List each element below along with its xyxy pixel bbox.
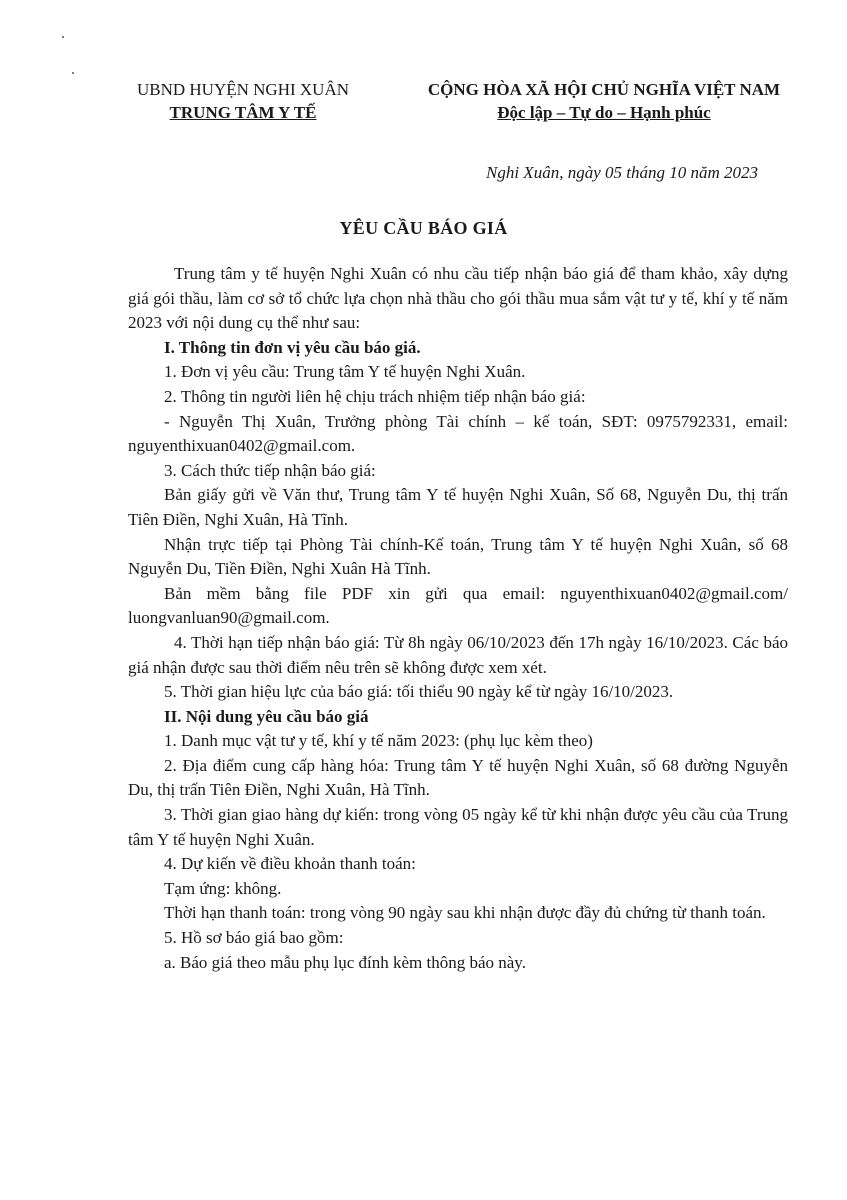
section1-item2: 2. Thông tin người liên hệ chịu trách nhiệm tiếp nhận báo giá: bbox=[164, 386, 586, 406]
scan-speck bbox=[72, 72, 74, 74]
motto: Độc lập – Tự do – Hạnh phúc bbox=[497, 103, 711, 122]
section2-item3: 3. Thời gian giao hàng dự kiến: trong vòng 05 ngày kể từ khi nhận được yêu cầu của Trung tâm Y tế huyện Nghi Xuân. bbox=[128, 805, 788, 849]
scan-speck bbox=[62, 36, 64, 38]
section2-item1: 1. Danh mục vật tư y tế, khí y tế năm 2023: (phụ lục kèm theo) bbox=[164, 731, 593, 751]
section2-heading: II. Nội dung yêu cầu báo giá bbox=[164, 706, 369, 726]
section1-item1: 1. Đơn vị yêu cầu: Trung tâm Y tế huyện Nghi Xuân. bbox=[164, 362, 526, 382]
place-date: Nghi Xuân, ngày 05 tháng 10 năm 2023 bbox=[486, 163, 758, 182]
section2-item5: 5. Hồ sơ báo giá bao gồm: bbox=[164, 928, 344, 948]
document-body bbox=[128, 262, 788, 975]
section1-item4: 4. Thời hạn tiếp nhận báo giá: Từ 8h ngày 06/10/2023 đến 17h ngày 16/10/2023. Các báo giá nhận được sau thời điểm nêu trên sẽ không được xem xét. bbox=[128, 632, 788, 677]
section1-item5: 5. Thời gian hiệu lực của báo giá: tối thiểu 90 ngày kể từ ngày 16/10/2023. bbox=[164, 682, 674, 702]
section1-paper: Bản giấy gửi về Văn thư, Trung tâm Y tế huyện Nghi Xuân, Số 68, Nguyễn Du, thị trấn Tiên Điền, Nghi Xuân, Hà Tĩnh. bbox=[128, 485, 788, 529]
issuer-unit: TRUNG TÂM Y TẾ bbox=[169, 103, 317, 122]
section2-payment-term: Thời hạn thanh toán: trong vòng 90 ngày sau khi nhận được đầy đủ chứng từ thanh toán. bbox=[164, 903, 766, 923]
section1-heading: I. Thông tin đơn vị yêu cầu báo giá. bbox=[164, 337, 421, 357]
section1-direct: Nhận trực tiếp tại Phòng Tài chính-Kế toán, Trung tâm Y tế huyện Nghi Xuân, số 68 Nguyễn Du, Tiền Điền, Nghi Xuân Hà Tĩnh. bbox=[128, 534, 788, 579]
document-title: YÊU CẦU BÁO GIÁ bbox=[339, 218, 508, 238]
section2-item4: 4. Dự kiến về điều khoản thanh toán: bbox=[164, 854, 416, 874]
issuer-block bbox=[112, 78, 374, 124]
section1-item3: 3. Cách thức tiếp nhận báo giá: bbox=[164, 460, 376, 480]
national-motto-block bbox=[384, 78, 824, 124]
section2-advance: Tạm ứng: không. bbox=[164, 878, 282, 898]
section1-soft: Bản mềm bằng file PDF xin gửi qua email: nguyenthixuan0402@gmail.com/ luongvanluan90@gmail.com. bbox=[128, 583, 788, 628]
section2-item2: 2. Địa điểm cung cấp hàng hóa: Trung tâm Y tế huyện Nghi Xuân, số 68 đường Nguyễn Du, thị trấn Tiên Điền, Nghi Xuân, Hà Tĩnh. bbox=[128, 755, 788, 800]
section1-contact: - Nguyễn Thị Xuân, Trưởng phòng Tài chính – kế toán, SĐT: 0975792331, email: nguyenthixuan0402@gmail.com. bbox=[128, 411, 788, 456]
intro-paragraph: Trung tâm y tế huyện Nghi Xuân có nhu cầu tiếp nhận báo giá để tham khảo, xây dựng giá gói thầu, làm cơ sở tổ chức lựa chọn nhà thầu cho gói thầu mua sắm vật tư y tế, khí y tế năm 2023 với nội dung cụ thể như sau: bbox=[128, 264, 788, 333]
country-name: CỘNG HÒA XÃ HỘI CHỦ NGHĨA VIỆT NAM bbox=[427, 80, 781, 99]
issuer-authority: UBND HUYỆN NGHI XUÂN bbox=[136, 80, 349, 99]
section2-item5a: a. Báo giá theo mẫu phụ lục đính kèm thông báo này. bbox=[164, 952, 526, 972]
